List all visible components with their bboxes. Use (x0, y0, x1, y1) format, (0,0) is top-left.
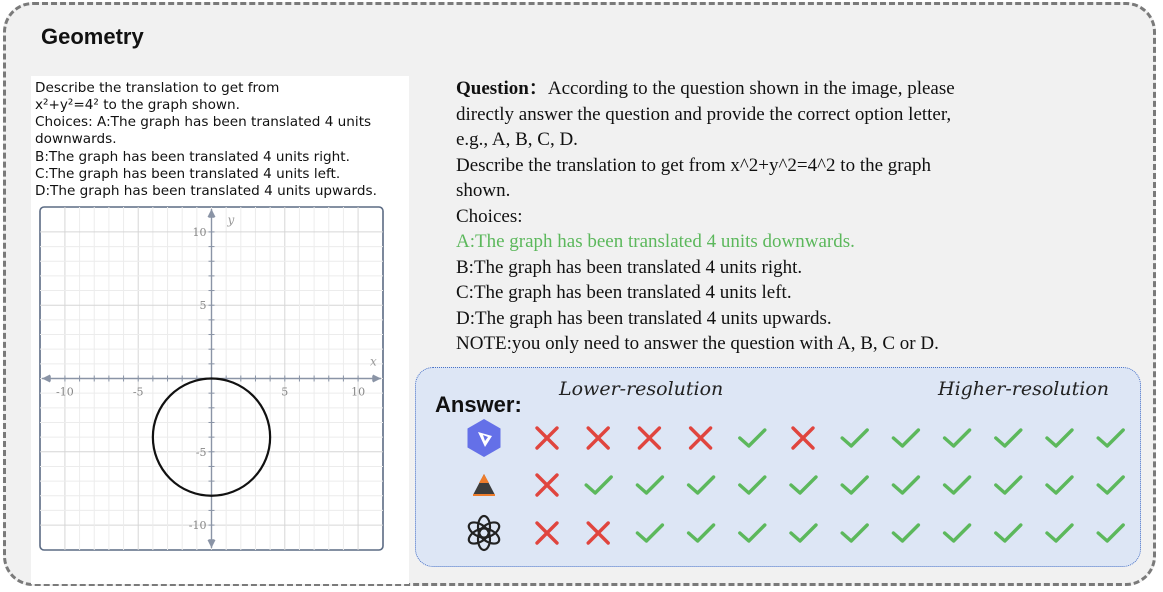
check-mark-icon (945, 477, 970, 493)
question-figure (31, 76, 409, 584)
check-mark-icon (1098, 430, 1123, 446)
check-mark-icon (689, 477, 714, 493)
question-text-line: According to the question shown in the image, please (547, 78, 955, 99)
x-tick-label: -10 (56, 385, 74, 399)
question-note: NOTE:you only need to answer the question with A, B, C or D. (456, 333, 939, 354)
check-mark-icon (740, 477, 765, 493)
cross-mark-icon (588, 523, 608, 543)
check-mark-icon (637, 477, 662, 493)
coordinate-plot (31, 76, 409, 584)
qwen-logo-icon (468, 419, 501, 457)
y-tick-label: 10 (192, 225, 207, 239)
check-mark-icon (996, 477, 1021, 493)
y-tick-label: -5 (195, 445, 207, 459)
check-mark-icon (842, 477, 867, 493)
check-mark-icon (1047, 525, 1072, 541)
question-text-line: Describe the translation to get from x^2+y^2=4^2 to the graph (456, 154, 932, 176)
y-tick-label: -10 (188, 519, 207, 533)
section-title: Geometry (41, 24, 144, 49)
check-mark-icon (893, 525, 918, 541)
openai-logo-icon (466, 516, 501, 550)
check-mark-icon (842, 430, 867, 446)
figure-question-line: x²+y²=4² to the graph shown. (35, 97, 240, 113)
check-mark-icon (945, 430, 970, 446)
cross-mark-icon (691, 428, 711, 448)
check-mark-icon (791, 525, 816, 541)
check-mark-icon (791, 477, 816, 493)
question-text-line: e.g., A, B, C, D. (456, 129, 578, 150)
cross-mark-icon (537, 475, 557, 495)
question-text-line: Choices: (456, 205, 523, 227)
check-mark-icon (893, 430, 918, 446)
check-mark-icon (740, 525, 765, 541)
check-mark-icon (637, 525, 662, 541)
answer-panel (415, 367, 1141, 567)
choice-d: D:The graph has been translated 4 units upwards. (456, 307, 832, 329)
figure-question-line: Choices: A:The graph has been translated 4 units (35, 114, 372, 130)
cross-mark-icon (639, 428, 659, 448)
x-tick-label: -5 (132, 385, 144, 399)
check-mark-icon (586, 477, 611, 493)
question-label: Question： (456, 78, 548, 99)
volcano-logo-icon (473, 474, 495, 495)
cross-mark-icon (537, 428, 557, 448)
check-mark-icon (1047, 477, 1072, 493)
figure-question-line: Describe the translation to get from (35, 80, 280, 96)
check-mark-icon (1098, 477, 1123, 493)
question-panel (456, 76, 1056, 357)
result-marks-grid (416, 368, 1142, 568)
figure-question-line: C:The graph has been translated 4 units left. (35, 166, 341, 182)
cross-mark-icon (793, 428, 813, 448)
figure-question-line: B:The graph has been translated 4 units right. (35, 149, 350, 165)
y-tick-label: 5 (199, 299, 207, 313)
x-axis-label: x (370, 354, 377, 369)
x-tick-label: 10 (351, 385, 366, 399)
higher-resolution-label: Higher-resolution (938, 378, 1110, 400)
check-mark-icon (1098, 525, 1123, 541)
choice-c: C:The graph has been translated 4 units left. (456, 282, 792, 303)
x-tick-label: 5 (281, 385, 289, 399)
check-mark-icon (1047, 430, 1072, 446)
cross-mark-icon (588, 428, 608, 448)
cross-mark-icon (537, 523, 557, 543)
choice-b: B:The graph has been translated 4 units right. (456, 256, 803, 278)
figure-question-line: downwards. (35, 131, 117, 147)
answer-label: Answer: (435, 392, 522, 417)
y-axis-label: y (227, 213, 235, 227)
check-mark-icon (996, 430, 1021, 446)
question-text-line: directly answer the question and provide the correct option letter, (456, 103, 952, 125)
check-mark-icon (945, 525, 970, 541)
check-mark-icon (996, 525, 1021, 541)
check-mark-icon (740, 430, 765, 446)
check-mark-icon (842, 525, 867, 541)
choice-a: A:The graph has been translated 4 units downwards. (456, 231, 855, 252)
figure-question-line: D:The graph has been translated 4 units upwards. (35, 183, 377, 199)
check-mark-icon (893, 477, 918, 493)
question-text-line: shown. (456, 180, 511, 201)
check-mark-icon (689, 525, 714, 541)
lower-resolution-label: Lower-resolution (559, 378, 724, 400)
